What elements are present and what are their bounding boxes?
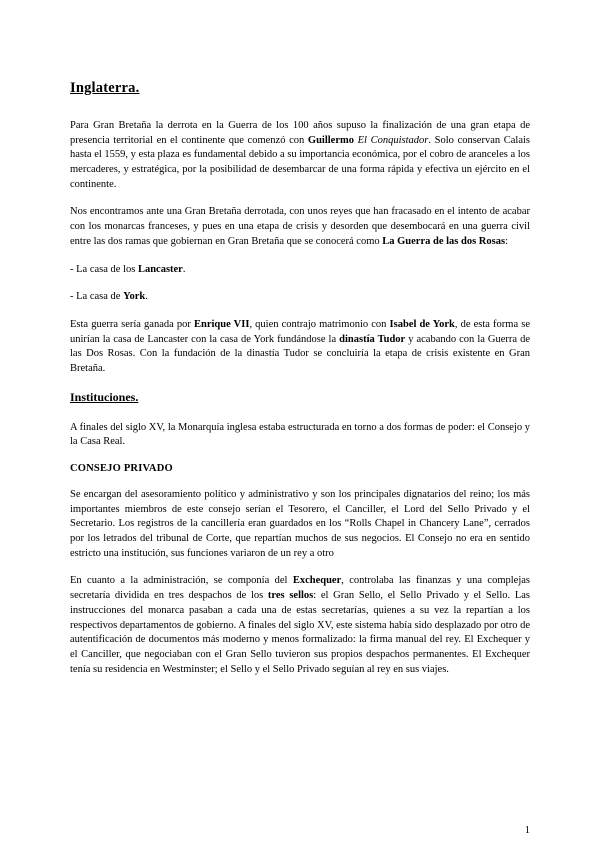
text-segment: , de esta forma se unirían la casa de Lancaster con la casa de York fundándose la [70,318,530,345]
text-segment: : el Gran Sello, el Sello Privado y el Sello. Las instrucciones del monarca pasaban a cada una de estas secretarías, quienes a su vez la repartían a los respectivos departamentos de gobierno. A finales del siglo XV, este sistema había sido desplazado por otro de autentificación de documentos más moderno y menos formalizado: la firma manual del rey. El Exchequer y el Canciller, que negociaban con el Gran Sello tuvieron sus propios despachos permanentes. El Exchequer tenía su residencia en Westminster; el Sello y el Sello Privado seguían al rey en sus viajes. [70,590,530,675]
document-title: Inglaterra. [70,80,140,96]
text-segment: : [505,235,508,247]
list-item-lancaster [70,263,530,278]
text-segment: Enrique VII [194,318,250,330]
paragraph-guerra-dos-rosas [70,205,530,249]
heading-consejo-privado: CONSEJO PRIVADO [70,463,173,474]
paragraph-administracion [70,574,530,677]
text-segment: , quien contrajo matrimonio con [249,318,390,330]
text-segment: . Solo conservan Calais hasta el 1559, y esta plaza es fundamental debido a su importancia económica, por el cobro de aranceles a los mercaderes, y estratégica, por la posibilidad de desembarcar de una forma rápida y efectiva un ejército en el continente. [70,134,531,190]
paragraph-consejo-privado [70,488,530,561]
text-segment: Para Gran Bretaña la derrota en la Guerra de los 100 años supuso la finalización de una gran etapa de presencia territorial en el continente que comenzó con [70,120,530,146]
list-item-york [70,290,530,305]
text-segment: A finales del siglo XV, la Monarquía inglesa estaba estructurada en torno a dos formas de poder: el Consejo y la Casa Real. [70,421,530,448]
text-segment: Isabel de York [389,318,455,330]
text-segment: y acabando con la Guerra de las Dos Rosas. Con la fundación de la dinastía Tudor se concluiría la etapa de crisis existente en Gran Bretaña. [70,333,530,374]
text-segment: - La casa de [70,291,124,303]
text-segment: . [145,291,148,303]
text-segment: Guillermo [307,134,354,146]
text-segment: tres sellos [267,590,314,602]
text-segment: , controlaba las finanzas y una complejas secretaría dividida en tres despachos de los [70,575,531,602]
text-segment: - La casa de los [70,263,138,275]
text-segment: El Conquistador [357,134,429,146]
text-segment: Se encargan del asesoramiento político y administrativo y son los principales dignatarios del reino; los más importantes miembros de este consejo serían el Tesorero, el Canciller, el Lord del Sello Privado y el Secretario. Los registros de la cancillería eran guardados en los “Rolls Chapel in Chancery Lane”, cerrados por los letrados del tribunal de Corte, que repartían muchos de sus negocios. El Consejo no era en sentido estricto una institución, sus funciones variaron de un rey a otro [70,489,530,559]
paragraph-guerra-cien-anos [70,119,530,192]
heading-instituciones: Instituciones. [70,389,139,404]
text-segment: York [123,291,146,303]
text-segment: La Guerra de las dos Rosas [382,235,506,247]
text-segment: Exchequer [292,575,342,587]
text-segment: Nos encontramos ante una Gran Bretaña derrotada, con unos reyes que han fracasado en el intento de acabar con los monarcas franceses, y pues en una etapa de crisis y desorden que desembocará en una guerra civil entre las dos ramas que gobiernan en Gran Bretaña que se conocerá como [70,206,530,247]
page-number: 1 [524,825,530,836]
text-segment: En cuanto a la administración, se componía del [70,575,293,587]
paragraph-monarquia [70,421,530,450]
text-segment: Lancaster [137,263,183,275]
text-segment: dinastía Tudor [339,333,406,345]
text-segment: Esta guerra sería ganada por [70,318,194,330]
text-segment: . [182,263,186,275]
paragraph-enrique-vii [70,318,530,377]
